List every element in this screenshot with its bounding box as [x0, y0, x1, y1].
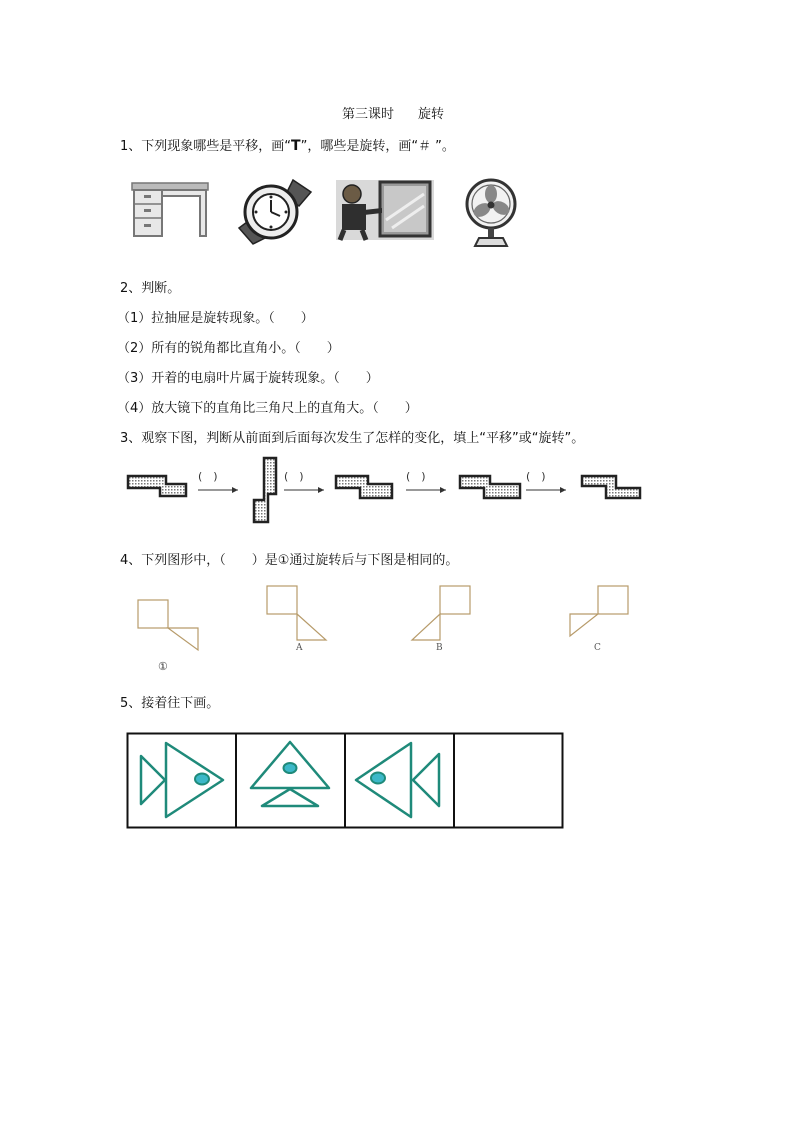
judge-item-2: （2）所有的锐角都比直角小。（ ） [117, 341, 340, 356]
judge-item-4: （4）放大镜下的直角比三角尺上的直角大。（ ） [117, 401, 418, 416]
figure-1 [138, 600, 198, 650]
label-option-b: B [436, 643, 443, 653]
electric-fan-icon [461, 178, 523, 248]
fish-left [356, 743, 439, 817]
option-b [412, 586, 470, 640]
empty-answer-cell [455, 735, 561, 826]
z-shape-4 [460, 476, 520, 498]
option-c [570, 586, 628, 636]
z-shape-5 [582, 476, 640, 498]
blank-2: ( ) [284, 470, 304, 483]
rotation-options [128, 580, 648, 680]
z-shape-3 [336, 476, 392, 498]
fish-up [251, 742, 329, 806]
blank-1: ( ) [198, 470, 218, 483]
question-3: 3、观察下图，判断从前面到后面每次发生了怎样的变化，填上“平移”或“旋转”。 [120, 431, 585, 446]
label-option-a: A [296, 643, 303, 653]
blank-4: ( ) [526, 470, 546, 483]
judge-item-3: （3）开着的电扇叶片属于旋转现象。（ ） [117, 371, 379, 386]
watch-icon [233, 176, 317, 248]
question-4: 4、下列图形中，（ ）是①通过旋转后与下图是相同的。 [120, 553, 459, 568]
page-title [342, 106, 444, 124]
desk-icon [128, 180, 212, 240]
blank-3: ( ) [406, 470, 426, 483]
title-part1: 第三课时 [342, 107, 395, 122]
z-shape-1 [128, 476, 186, 496]
translation-mark: T [291, 138, 301, 154]
option-a [267, 586, 326, 640]
question-5: 5、接着往下画。 [120, 696, 220, 711]
title-part2: 旋转 [418, 107, 445, 122]
label-option-c: C [594, 643, 601, 653]
pattern-sequence-grid [126, 732, 566, 830]
transformation-sequence [126, 456, 646, 526]
question-1-text-a: 1、下列现象哪些是平移，画“ [120, 139, 292, 154]
fish-right [141, 743, 223, 817]
question-1-text-b: ”，哪些是旋转，画“＃ ”。 [300, 139, 455, 154]
question-1 [120, 137, 455, 156]
question-2-heading: 2、判断。 [120, 281, 181, 296]
person-pushing-window-icon [336, 180, 434, 240]
z-shape-2 [254, 458, 276, 522]
judge-item-1: （1）拉抽屉是旋转现象。（ ） [117, 311, 314, 326]
label-figure-1: ① [158, 660, 168, 673]
